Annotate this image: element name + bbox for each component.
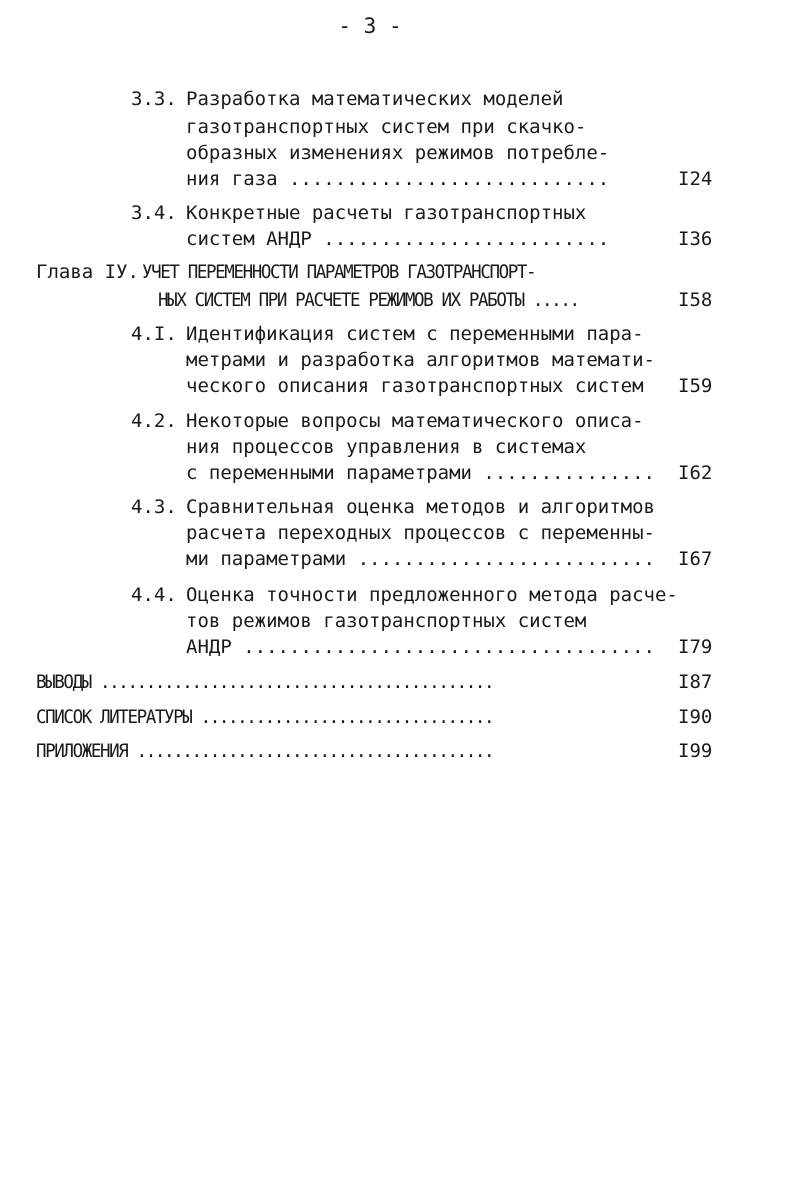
section-number: 4.2.: [131, 410, 177, 432]
entry-line: Конкретные расчеты газотранспортных: [186, 202, 587, 224]
entry-line: ПРИЛОЖЕНИЯ .......................................: [36, 740, 494, 762]
entry-line: Сравнительная оценка методов и алгоритмов: [186, 496, 655, 518]
entry-line: ния процессов управления в системах: [186, 436, 587, 458]
entry-line: АНДР ....................................: [186, 636, 655, 658]
entry-line: Некоторые вопросы математического описа-: [186, 410, 644, 432]
entry-line: тов режимов газотранспортных систем: [186, 610, 587, 632]
page-number: - 3 -: [338, 14, 402, 38]
section-number: 4.3.: [131, 496, 177, 518]
section-number: 4.4.: [131, 584, 177, 606]
chapter-number: Глава IУ.: [36, 261, 139, 283]
entry-line: метрами и разработка алгоритмов математи-: [186, 349, 655, 371]
page-ref: I24: [678, 168, 713, 190]
page-ref: I90: [678, 706, 713, 728]
page-ref: I58: [678, 289, 713, 311]
page-ref: I59: [678, 375, 713, 397]
page-ref: I79: [678, 636, 713, 658]
entry-line: Оценка точности предложенного метода расче-: [186, 584, 678, 606]
page-ref: I36: [678, 228, 713, 250]
entry-line: ми параметрами ..........................: [186, 548, 655, 570]
entry-line: СПИСОК ЛИТЕРАТУРЫ ................................: [36, 706, 494, 728]
page-ref: I67: [678, 548, 713, 570]
section-number: 4.I.: [131, 323, 177, 345]
entry-line: с переменными параметрами ...............: [186, 462, 655, 484]
page-ref: I62: [678, 462, 713, 484]
section-number: 3.3.: [131, 88, 177, 110]
entry-line: Разработка математических моделей: [186, 88, 564, 110]
page-ref: I87: [678, 671, 713, 693]
entry-line: Идентификация систем с переменными пара-: [186, 323, 644, 345]
entry-line: расчета переходных процессов с переменны-: [186, 522, 655, 544]
entry-line: образных изменениях режимов потребле-: [186, 142, 610, 164]
entry-line: ния газа ............................: [186, 168, 610, 190]
section-number: 3.4.: [131, 202, 177, 224]
entry-line: ческого описания газотранспортных систем: [186, 375, 644, 397]
chapter-title-line: НЫХ СИСТЕМ ПРИ РАСЧЕТЕ РЕЖИМОВ ИХ РАБОТЫ .....: [158, 289, 579, 311]
entry-line: ВЫВОДЫ ...........................................: [36, 671, 494, 693]
page-ref: I99: [678, 740, 713, 762]
entry-line: газотранспортных систем при скачко-: [186, 116, 587, 138]
chapter-title-line: УЧЕТ ПЕРЕМЕННОСТИ ПАРАМЕТРОВ ГАЗОТРАНСПОРТ-: [142, 261, 536, 283]
entry-line: систем АНДР .........................: [186, 228, 610, 250]
